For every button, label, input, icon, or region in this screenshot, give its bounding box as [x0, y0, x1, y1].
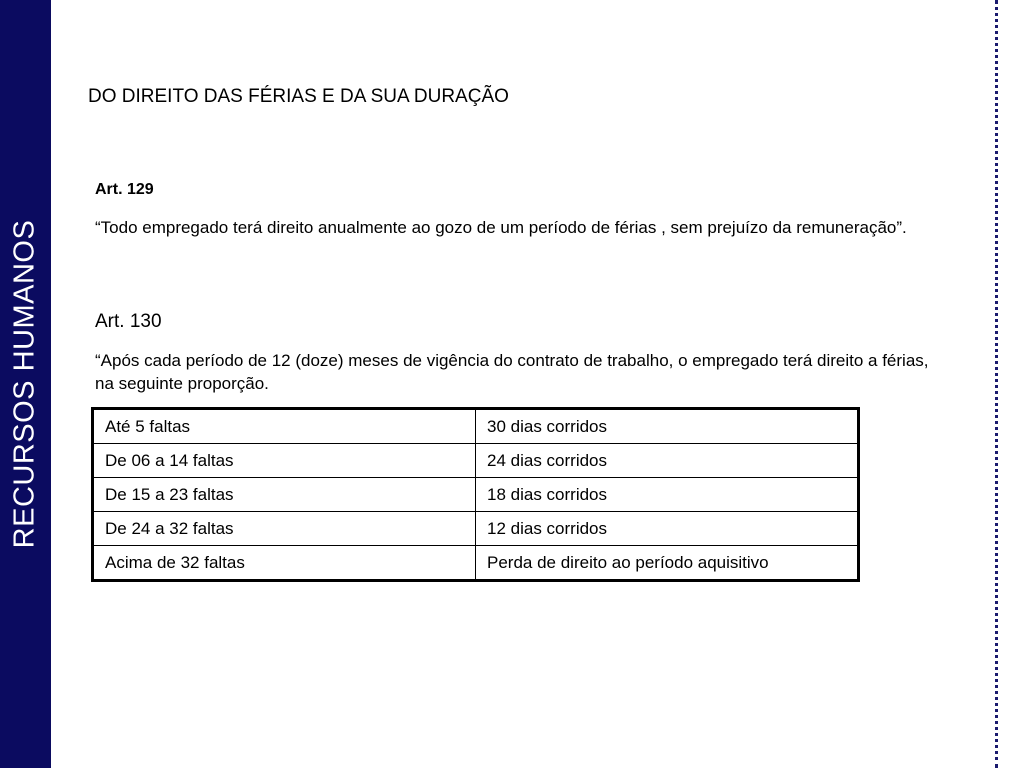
table-cell-faltas: De 24 a 32 faltas — [93, 512, 476, 546]
art-129-text: “Todo empregado terá direito anualmente ao gozo de um período de férias , sem prejuízo da remuneração”. — [95, 218, 907, 237]
table-cell-faltas: Até 5 faltas — [93, 409, 476, 444]
table-cell-ferias: Perda de direito ao período aquisitivo — [476, 546, 859, 581]
dotted-divider — [995, 0, 998, 768]
table-row — [93, 478, 859, 512]
sidebar-label: RECURSOS HUMANOS — [8, 219, 41, 549]
table-cell-faltas: De 15 a 23 faltas — [93, 478, 476, 512]
table-cell-ferias: 12 dias corridos — [476, 512, 859, 546]
table-row — [93, 444, 859, 478]
table-row — [93, 512, 859, 546]
table-cell-ferias: 24 dias corridos — [476, 444, 859, 478]
art-130-heading: Art. 130 — [95, 311, 162, 332]
table-row — [93, 546, 859, 581]
art-130-text: “Após cada período de 12 (doze) meses de vigência do contrato de trabalho, o empregado terá direito a férias, na seguinte proporção. — [95, 351, 929, 393]
table-row — [93, 409, 859, 444]
vacation-table — [91, 407, 860, 582]
table-cell-ferias: 30 dias corridos — [476, 409, 859, 444]
sidebar — [0, 0, 51, 768]
table-cell-faltas: Acima de 32 faltas — [93, 546, 476, 581]
page-title: DO DIREITO DAS FÉRIAS E DA SUA DURAÇÃO — [88, 86, 509, 107]
table-cell-ferias: 18 dias corridos — [476, 478, 859, 512]
table-cell-faltas: De 06 a 14 faltas — [93, 444, 476, 478]
art-129-heading: Art. 129 — [95, 181, 154, 198]
